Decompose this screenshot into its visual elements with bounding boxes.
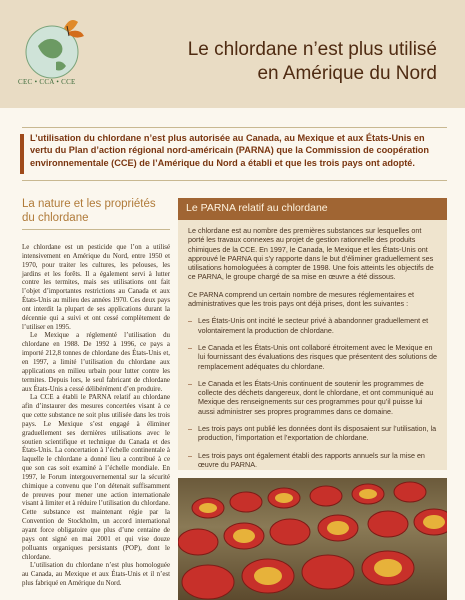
left-heading: La nature et les propriétés du chlordane: [22, 198, 170, 230]
logo-text: CEC • CCA • CCE: [18, 78, 76, 86]
left-paragraph: Le chlordane est un pesticide que l’on a utilisé intensivement en Amérique du Nord, entre 1950 et 1970, pour traiter les cultures, les pelouses, les jardins et les forêts. Il a également servi à lutter contre les termites, mais ses utilisations ont fait l’objet d’importantes restrictions au Canada et aux États-Unis au milieu des années 1970. Ces deux pays ont interdit la plupart de ses applications durant la décennie qui a suivi et ont cessé complètement de l’utiliser en 1995.: [22, 244, 170, 331]
parna-paragraph: Ce PARNA comprend un certain nombre de mesures réglementaires et administratives que les trois pays ont déjà prises, dont les suivantes :: [188, 289, 414, 309]
parna-bullet: – Le Canada et les États-Unis ont collaboré étroitement avec le Mexique en lui fournissant des évaluations des risques que présentent des solutions de remplacement adéquates du chlordane.: [188, 343, 437, 371]
intro-box: [22, 127, 447, 181]
parna-bullet: – Les trois pays ont publié les données dont ils disposaient sur l’utilisation, la production, l’importation et l’exportation de chlordane.: [188, 424, 437, 443]
parna-bullet: – Le Canada et les États-Unis continuent de soutenir les programmes de collecte des déchets dangereux, dont le chlordane, et ont communiqué au Mexique des renseignements sur ces programmes pour qu’il puisse lui aussi administrer ses propres programmes dans ce domaine.: [188, 379, 437, 416]
left-paragraph: La CCE a établi le PARNA relatif au chlordane afin d’instaurer des mesures concertées visant à ce que cette substance ne soit plus utilisée dans les trois pays. Le Mexique s’est engagé à éliminer graduellement ses dernières utilisations avec le soutien scientifique et technique du Canada et des États-Unis. La concertation à l’échelle continentale à laquelle le chlordane a donné lieu a contribué à ce que son cas soit examiné à l’échelle mondiale. En 1997, le Forum intergouvernemental sur la sécurité chimique a convenu que l’on détenait suffisamment de preuves pour mener une action internationale visant à limiter et à réduire l’utilisation du chlordane. Cette substance est maintenant régie par la Convention de Stockholm, un accord international ayant force obligatoire que plus d’une centaine de pays ont signé en mai 2001 et qui vise douze polluants organiques persistants (POP), dont le chlordane.: [22, 394, 170, 561]
barrels-photo: [178, 478, 447, 600]
parna-heading: Le PARNA relatif au chlordane: [186, 202, 328, 214]
intro-text: L’utilisation du chlordane n’est plus autorisée au Canada, au Mexique et aux États-Unis en vertu du Plan d’action régional nord-américain (PARNA) que la Commission de coopération environnementale (CCE) de l’Amérique du Nord a établi et que les trois pays ont adopté.: [30, 133, 430, 168]
parna-paragraph: Le chlordane est au nombre des premières substances sur lesquelles ont porté les travaux connexes au projet de gestion rationnelle des produits chimiques de la CCE. En 1997, le Canada, le Mexique et les États-Unis ont approuvé le PARNA qui s’y rapporte dans le but d’éliminer graduellement ses utilisations homologuées à compter de 1998. Une fois atteints les objectifs de ce PARNA, le groupe chargé de sa mise en œuvre a été dissous.: [188, 226, 434, 282]
parna-sidebar: [178, 198, 447, 470]
header-band: [0, 0, 465, 108]
intro-accent-bar: [20, 134, 24, 174]
parna-bullet: – Les États-Unis ont incité le secteur privé à abandonner graduellement et volontairement la production de chlordane.: [188, 316, 437, 335]
barrels-illustration: [178, 478, 447, 600]
parna-bullet: – Les trois pays ont également établi des rapports annuels sur la mise en œuvre du PARNA.: [188, 451, 437, 470]
parna-heading-bar: [178, 198, 447, 220]
page-title: [137, 38, 437, 86]
left-paragraph: L’utilisation du chlordane n’est plus homologuée au Canada, au Mexique et aux États-Unis et il n’est plus fabriqué en Amérique du Nord.: [22, 562, 170, 588]
title-line-2: en Amérique du Nord: [257, 63, 437, 84]
parna-bullet-list: [188, 316, 437, 469]
left-paragraph: Le Mexique a réglementé l’utilisation du chlordane en 1988. De 1992 à 1996, ce pays a importé 212,8 tonnes de chlordane des États-Unis et, en 1997, a limité l’utilisation du chlordane aux applications en milieu urbain pour lutter contre les termites. Depuis lors, le seul fabricant de chlordane aux États-Unis a cessé délibérément d’en produire.: [22, 332, 170, 393]
left-column: [22, 198, 170, 589]
title-line-1: Le chlordane n’est plus utilisé: [187, 39, 437, 60]
parna-body: [178, 220, 447, 469]
